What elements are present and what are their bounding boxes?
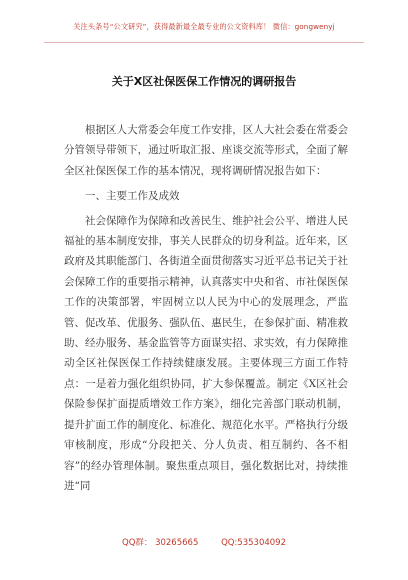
body-paragraph: 社会保障作为保障和改善民生、维护社会公平、增进人民福祉的基本制度安排，事关人民群众的切身利益。近年来，区政府及其职能部门、各街道全面贯彻落实习近平总书记关于社会保障工作的重要指示精神，认真落实中央和省、市社保医保工作的决策部署，牢固树立以人民为中心的发展理念，严监管、促改革、优服务、强队伍、惠民生，在参保扩面、精准救助、经办服务、基金监管等方面谋实招、求实效，有力保障推动全区社保医保工作持续健康发展。主要体现三方面工作特点：一是着力强化组织协同，扩大参保覆盖。制定《X区社会保险参保扩面提质增效工作方案》，细化完善部门联动机制，提升扩面工作的制度化、标准化、规范化水平。严格执行分级审核制度，形成“分段把关、分人负责、相互制约、各不相容”的经办管理体制。聚焦重点项目，强化数据比对，持续推进“同 (64, 214, 348, 492)
document-title: 关于X区社保医保工作情况的调研报告 (111, 75, 297, 88)
header-banner: 关注头条号“公文研究”，获得最新最全最专业的公文资料库！ 微信：gongwenyj (73, 22, 335, 31)
intro-paragraph: 根据区人大常委会年度工作安排，区人大社会委在常委会分管领导带领下，通过听取汇报、座谈交流等形式，全面了解全区社保医保工作的基本情况，现将调研情况报告如下： (64, 124, 348, 177)
document-body (64, 120, 348, 496)
footer-contact (0, 536, 408, 548)
header-divider (44, 42, 364, 43)
footer-qq-group: QQ群： 30265665 (122, 538, 199, 548)
section-heading: 一、主要工作及成效 (85, 190, 180, 203)
footer-qq: QQ:535304092 (221, 538, 286, 548)
